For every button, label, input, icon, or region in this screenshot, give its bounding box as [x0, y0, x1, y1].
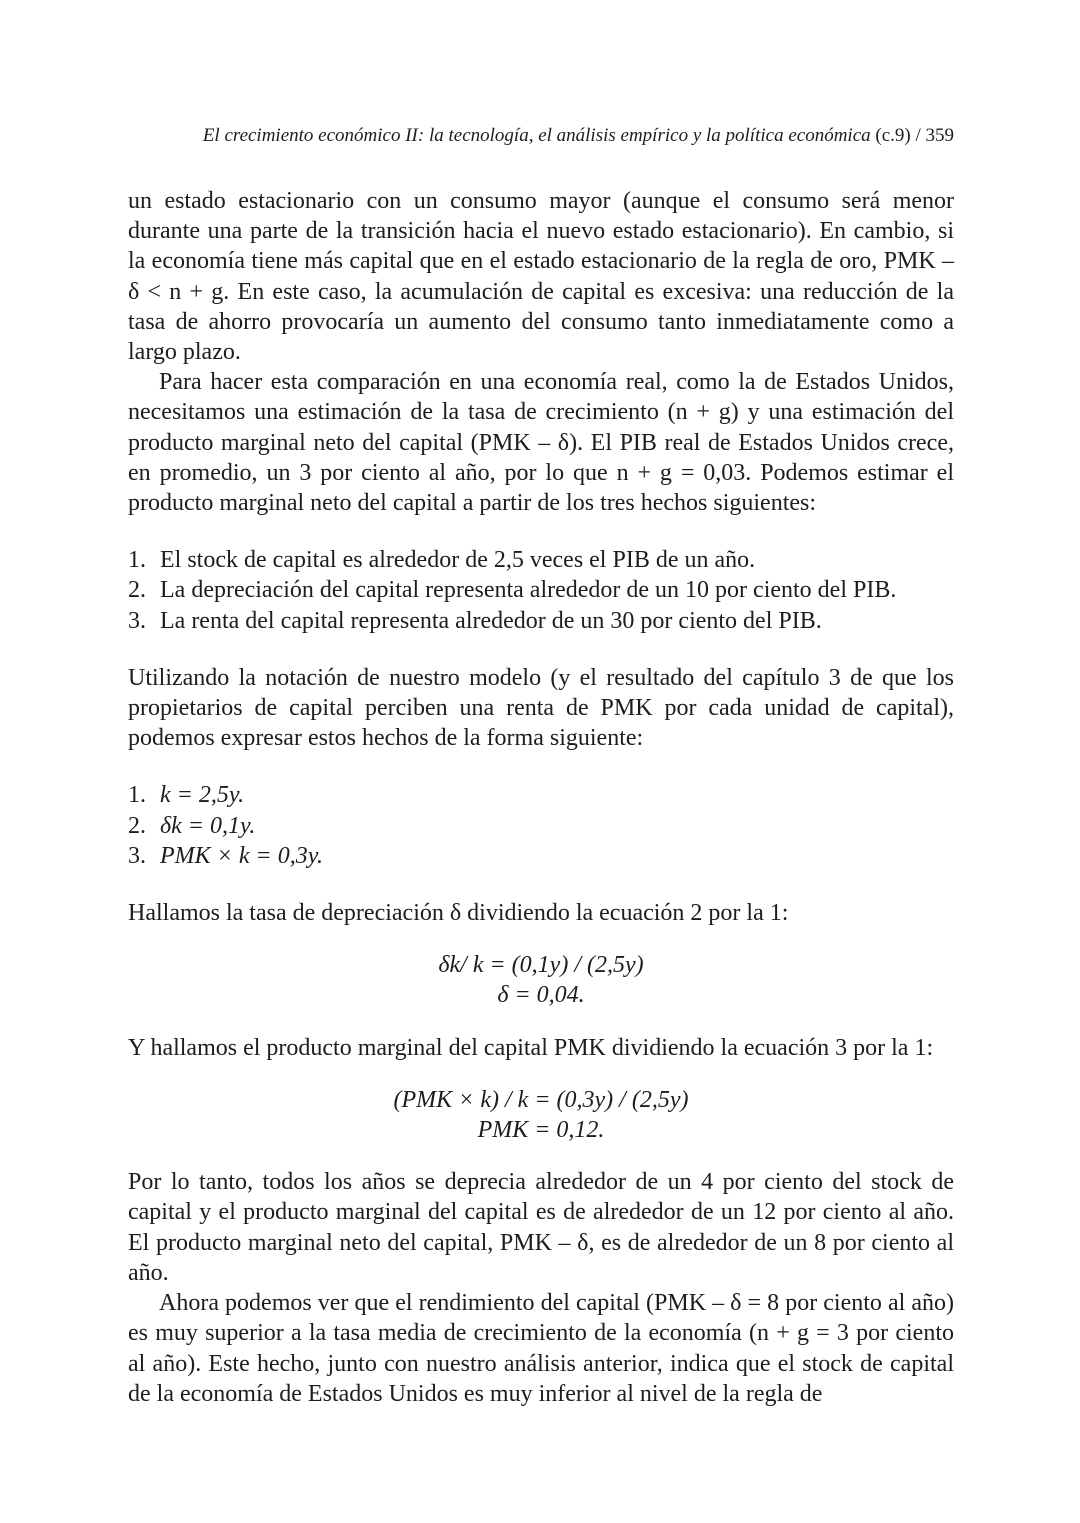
list-item [128, 780, 954, 810]
depreciation-equation [128, 950, 954, 1010]
spacer [128, 928, 954, 950]
spacer [128, 1011, 954, 1033]
equation-text: PMK × k = 0,3y. [160, 842, 324, 869]
list-text: El stock de capital es alrededor de 2,5 veces el PIB de un año. [160, 547, 756, 574]
equation-line: PMK = 0,12. [477, 1117, 605, 1144]
paragraph-5: Y hallamos el producto marginal del capital PMK dividiendo la ecuación 3 por la 1: [128, 1034, 934, 1061]
paragraph-1: un estado estacionario con un consumo mayor (aunque el consumo será menor durante una parte de la transición hacia el nuevo estado estacionario). En cambio, si la economía tiene más capital que en el estado estacionario de la regla de oro, PMK – δ < n + g. En este caso, la acumulación de capital es excesiva: una reducción de la tasa de ahorro provocaría un aumento del consumo tanto inmediatamente como a largo plazo. [128, 188, 954, 366]
spacer [128, 871, 954, 898]
paragraph-4: Hallamos la tasa de depreciación δ dividiendo la ecuación 2 por la 1: [128, 900, 789, 927]
page-body [128, 186, 954, 1409]
spacer [128, 1145, 954, 1167]
equation-line: δ = 0,04. [497, 982, 585, 1009]
equations-list [128, 780, 954, 871]
equation-line: δk/ k = (0,1y) / (2,5y) [438, 952, 644, 979]
list-item [128, 575, 954, 605]
facts-list [128, 545, 954, 636]
equation-line: (PMK × k) / k = (0,3y) / (2,5y) [393, 1086, 689, 1113]
equation-text: k = 2,5y. [160, 782, 245, 809]
spacer [128, 518, 954, 545]
chapter-ref: (c.9) [875, 125, 911, 146]
list-number: 1. [128, 547, 146, 574]
list-item [128, 545, 954, 575]
paragraph-3: Utilizando la notación de nuestro modelo (y el resultado del capítulo 3 de que los propietarios de capital perciben una renta de PMK por cada unidad de capital), podemos expresar estos hechos de la forma siguiente: [128, 664, 954, 752]
pmk-equation [128, 1085, 954, 1145]
list-item [128, 841, 954, 871]
header-separator: / [915, 125, 921, 146]
spacer [128, 636, 954, 663]
paragraph-7: Ahora podemos ver que el rendimiento del capital (PMK – δ = 8 por ciento al año) es muy superior a la tasa media de crecimiento de la economía (n + g = 3 por ciento al año). Este hecho, junto con nuestro análisis anterior, indica que el stock de capital de la economía de Estados Unidos es muy inferior al nivel de la regla de [128, 1290, 954, 1407]
list-number: 2. [128, 577, 146, 604]
running-title: El crecimiento económico II: la tecnología, el análisis empírico y la política económica [202, 125, 871, 146]
list-number: 1. [128, 782, 146, 809]
list-text: La renta del capital representa alrededor de un 30 por ciento del PIB. [160, 607, 822, 634]
list-number: 3. [128, 607, 146, 634]
list-item [128, 606, 954, 636]
paragraph-6: Por lo tanto, todos los años se deprecia alrededor de un 4 por ciento del stock de capital y el producto marginal del capital es de alrededor de un 12 por ciento al año. El producto marginal neto del capital, PMK – δ, es de alrededor de un 8 por ciento al año. [128, 1169, 954, 1286]
list-text: La depreciación del capital representa alrededor de un 10 por ciento del PIB. [160, 577, 897, 604]
spacer [128, 1063, 954, 1085]
running-header [128, 124, 954, 148]
page-number: 359 [925, 125, 954, 146]
spacer [128, 753, 954, 780]
list-number: 2. [128, 812, 146, 839]
list-number: 3. [128, 842, 146, 869]
paragraph-2: Para hacer esta comparación en una economía real, como la de Estados Unidos, necesitamos una estimación de la tasa de crecimiento (n + g) y una estimación del producto marginal neto del capital (PMK – δ). El PIB real de Estados Unidos crece, en promedio, un 3 por ciento al año, por lo que n + g = 0,03. Podemos estimar el producto marginal neto del capital a partir de los tres hechos siguientes: [128, 369, 954, 517]
list-item [128, 811, 954, 841]
equation-text: δk = 0,1y. [160, 812, 256, 839]
